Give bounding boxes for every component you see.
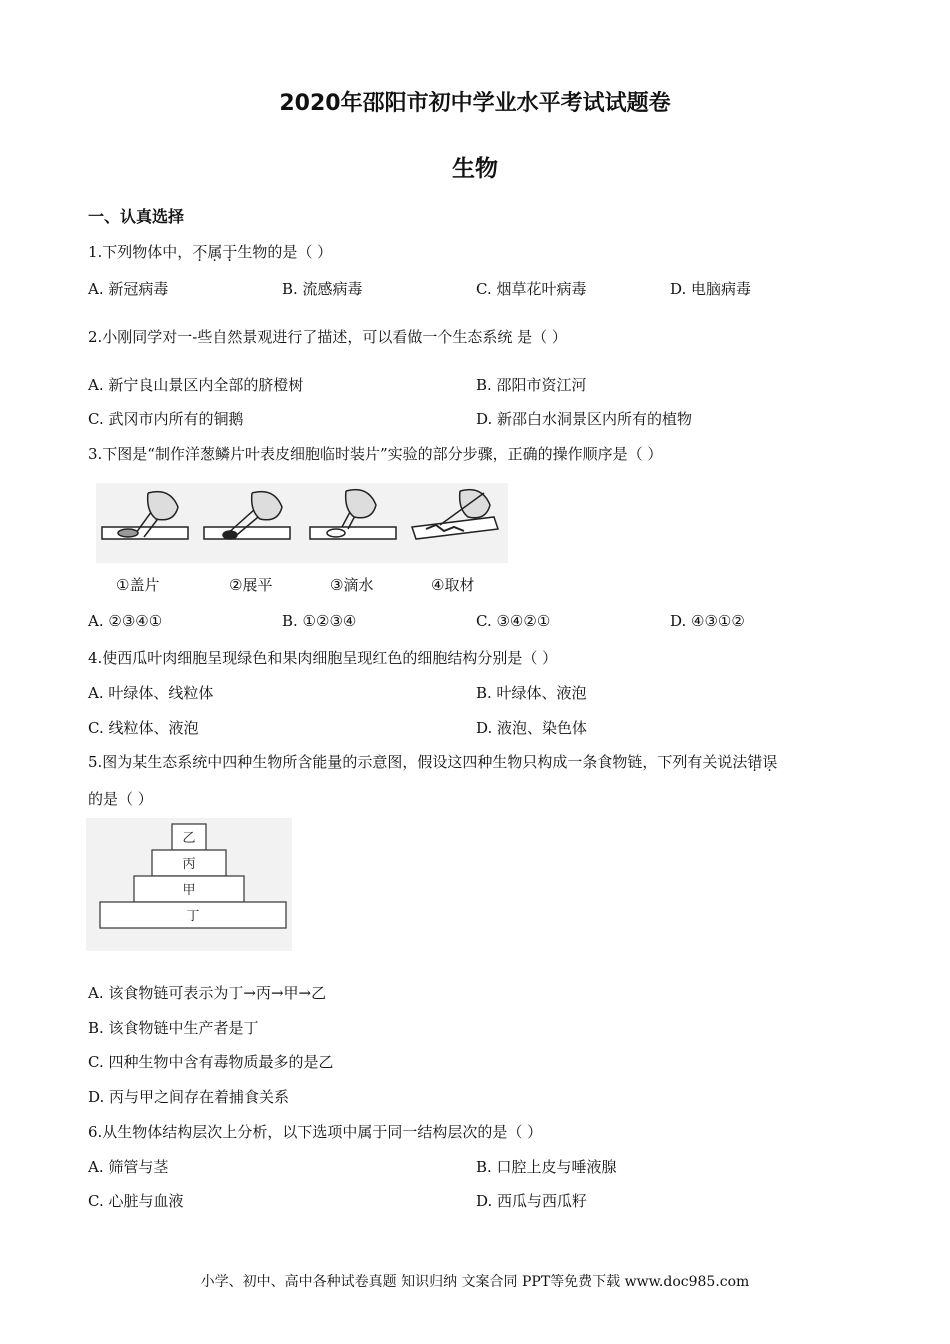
question-3: 3.下图是“制作洋葱鳞片叶表皮细胞临时装片”实验的部分步骤，正确的操作顺序是（ ） [88, 445, 663, 463]
q4-option-c: C. 线粒体、液泡 [88, 719, 199, 737]
question-5-prefix: 5.图为某生态系统中四种生物所含能量的示意图，假设这四种生物只构成一条食物链，下列有关说法 [88, 753, 748, 771]
q5-option-b: B. 该食物链中生产者是丁 [88, 1019, 259, 1037]
q5-option-d: D. 丙与甲之间存在着捕食关系 [88, 1088, 290, 1106]
q4-option-b: B. 叶绿体、液泡 [476, 684, 587, 702]
section-heading: 一、认真选择 [88, 207, 185, 226]
q2-option-a: A. 新宁良山景区内全部的脐橙树 [88, 376, 304, 394]
pyramid-level-1: 乙 [182, 831, 196, 846]
question-1-prefix: 1.下列物体中， [88, 243, 193, 261]
q6-option-b: B. 口腔上皮与唾液腺 [476, 1158, 617, 1176]
q2-option-c: C. 武冈市内所有的铜鹅 [88, 410, 244, 428]
emphasis-char: 误 [762, 753, 778, 771]
subject-title: 生物 [452, 156, 498, 182]
emphasis-char: 于 [222, 243, 238, 261]
emphasis-char: 不 [192, 243, 208, 261]
emphasis-char: 错 [747, 753, 763, 771]
step-label-4: ④取材 [431, 576, 475, 594]
q1-option-c: C. 烟草花叶病毒 [476, 280, 587, 298]
exam-title: 2020年邵阳市初中学业水平考试试题卷 [279, 91, 671, 116]
q3-option-d: D. ④③①② [670, 612, 745, 630]
q4-option-a: A. 叶绿体、线粒体 [88, 684, 214, 702]
q3-option-a: A. ②③④① [88, 612, 163, 630]
q5-option-c: C. 四种生物中含有毒物质最多的是乙 [88, 1053, 334, 1071]
q3-option-c: C. ③④②① [476, 612, 551, 630]
q6-option-d: D. 西瓜与西瓜籽 [476, 1192, 588, 1210]
q1-option-b: B. 流感病毒 [282, 280, 363, 298]
q3-option-b: B. ①②③④ [282, 612, 357, 630]
q1-option-a: A. 新冠病毒 [88, 280, 169, 298]
q2-option-d: D. 新邵白水洞景区内所有的植物 [476, 410, 693, 428]
question-5-line-1 [88, 751, 777, 772]
q6-option-a: A. 筛管与茎 [88, 1158, 169, 1176]
q4-option-d: D. 液泡、染色体 [476, 719, 588, 737]
step-label-2: ②展平 [229, 576, 273, 594]
pyramid-level-4: 丁 [186, 909, 200, 924]
question-2: 2.小刚同学对一-些自然景观进行了描述，可以看做一个生态系统 是（ ） [88, 328, 567, 346]
question-1 [88, 241, 332, 262]
question-4: 4.使西瓜叶肉细胞呈现绿色和果肉细胞呈现红色的细胞结构分别是（ ） [88, 649, 558, 667]
q1-option-d: D. 电脑病毒 [670, 280, 752, 298]
question-5-line-2: 的是（ ） [88, 790, 153, 808]
q2-option-b: B. 邵阳市资江河 [476, 376, 587, 394]
q5-option-a: A. 该食物链可表示为丁→丙→甲→乙 [88, 984, 327, 1002]
step-label-3: ③滴水 [330, 576, 374, 594]
question-1-suffix: 生物的是（ ） [237, 243, 333, 261]
experiment-steps-image [96, 483, 508, 563]
step-label-1: ①盖片 [116, 576, 160, 594]
page-footer: 小学、初中、高中各种试卷真题 知识归纳 文案合同 PPT等免费下载 www.doc985.com [200, 1274, 750, 1290]
pyramid-level-2: 丙 [182, 857, 196, 872]
question-6: 6.从生物体结构层次上分析，以下选项中属于同一结构层次的是（ ） [88, 1123, 543, 1141]
q6-option-c: C. 心脏与血液 [88, 1192, 184, 1210]
energy-pyramid-figure [86, 818, 292, 951]
pyramid-level-3: 甲 [182, 883, 196, 898]
emphasis-char: 属 [207, 243, 223, 261]
